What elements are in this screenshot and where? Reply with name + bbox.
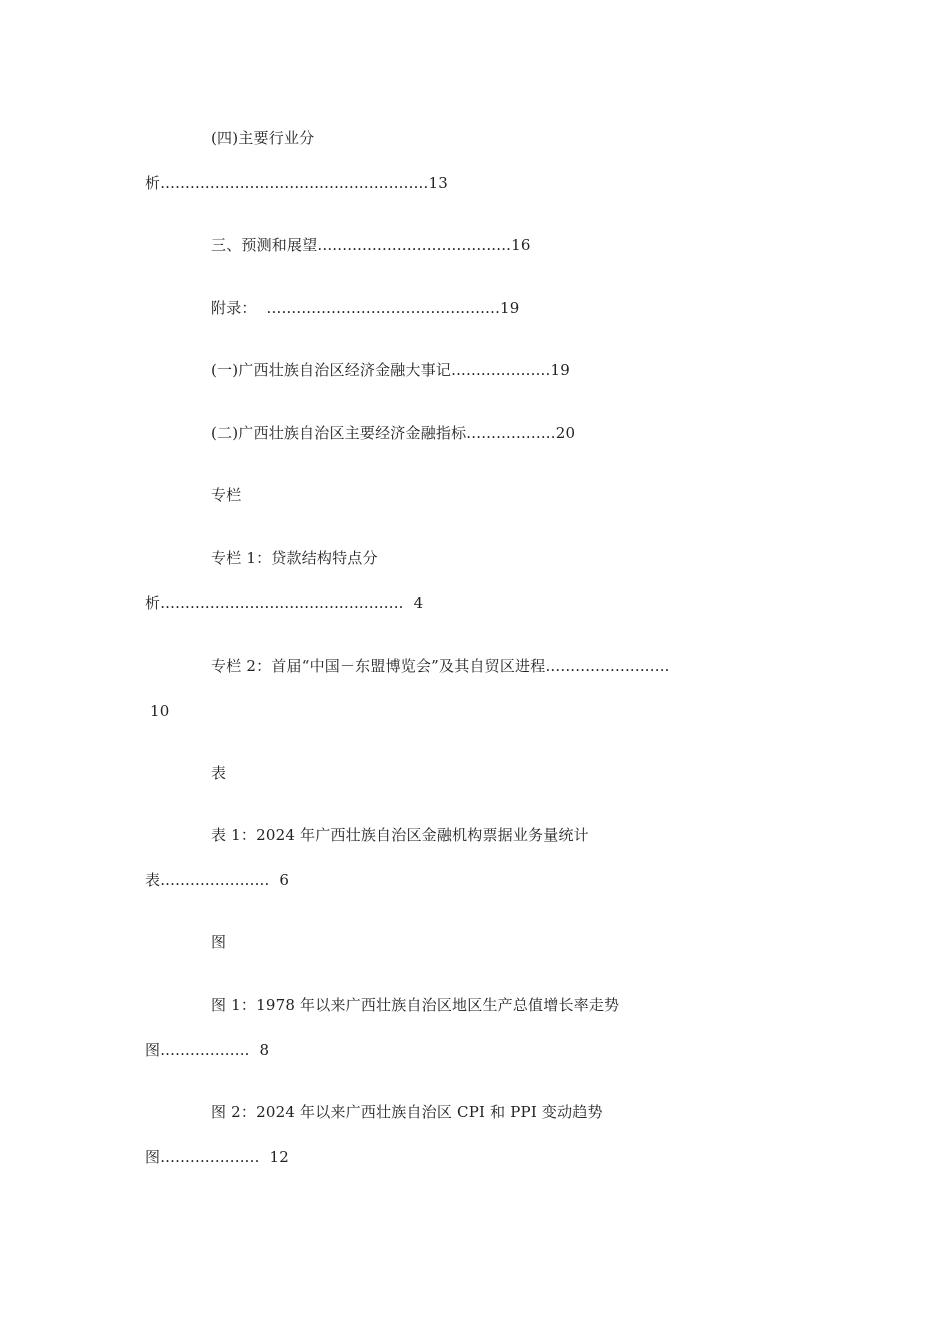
toc-section-tables: 表 (211, 764, 227, 782)
toc-entry-column-2: 专栏 2：首届“中国－东盟博览会”及其自贸区进程......................... (211, 657, 670, 675)
toc-entry-figure-1-page: 图.................. 8 (145, 1041, 270, 1059)
toc-entry-appendix-indicators: (二)广西壮族自治区主要经济金融指标..................20 (211, 424, 576, 442)
toc-entry-column-1: 专栏 1：贷款结构特点分 (211, 549, 378, 567)
toc-entry-main-industries: (四)主要行业分 (211, 129, 315, 147)
toc-section-figures: 图 (211, 933, 227, 951)
toc-entry-appendix-events: (一)广西壮族自治区经济金融大事记....................19 (211, 361, 570, 379)
toc-entry-figure-1: 图 1：1978 年以来广西壮族自治区地区生产总值增长率走势 (211, 996, 620, 1014)
toc-entry-column-1-page: 析................................................. 4 (145, 594, 424, 612)
toc-entry-column-2-page: 10 (145, 702, 170, 720)
toc-entry-forecast: 三、预测和展望.......................................16 (211, 236, 531, 254)
toc-entry-figure-2-page: 图.................... 12 (145, 1148, 289, 1166)
toc-section-columns: 专栏 (211, 486, 242, 504)
toc-entry-main-industries-page: 析......................................................13 (145, 174, 448, 192)
toc-entry-table-1: 表 1：2024 年广西壮族自治区金融机构票据业务量统计 (211, 826, 589, 844)
toc-entry-table-1-page: 表...................... 6 (145, 871, 290, 889)
toc-entry-figure-2: 图 2：2024 年以来广西壮族自治区 CPI 和 PPI 变动趋势 (211, 1103, 603, 1121)
toc-entry-appendix: 附录： ...............................................19 (211, 299, 520, 317)
